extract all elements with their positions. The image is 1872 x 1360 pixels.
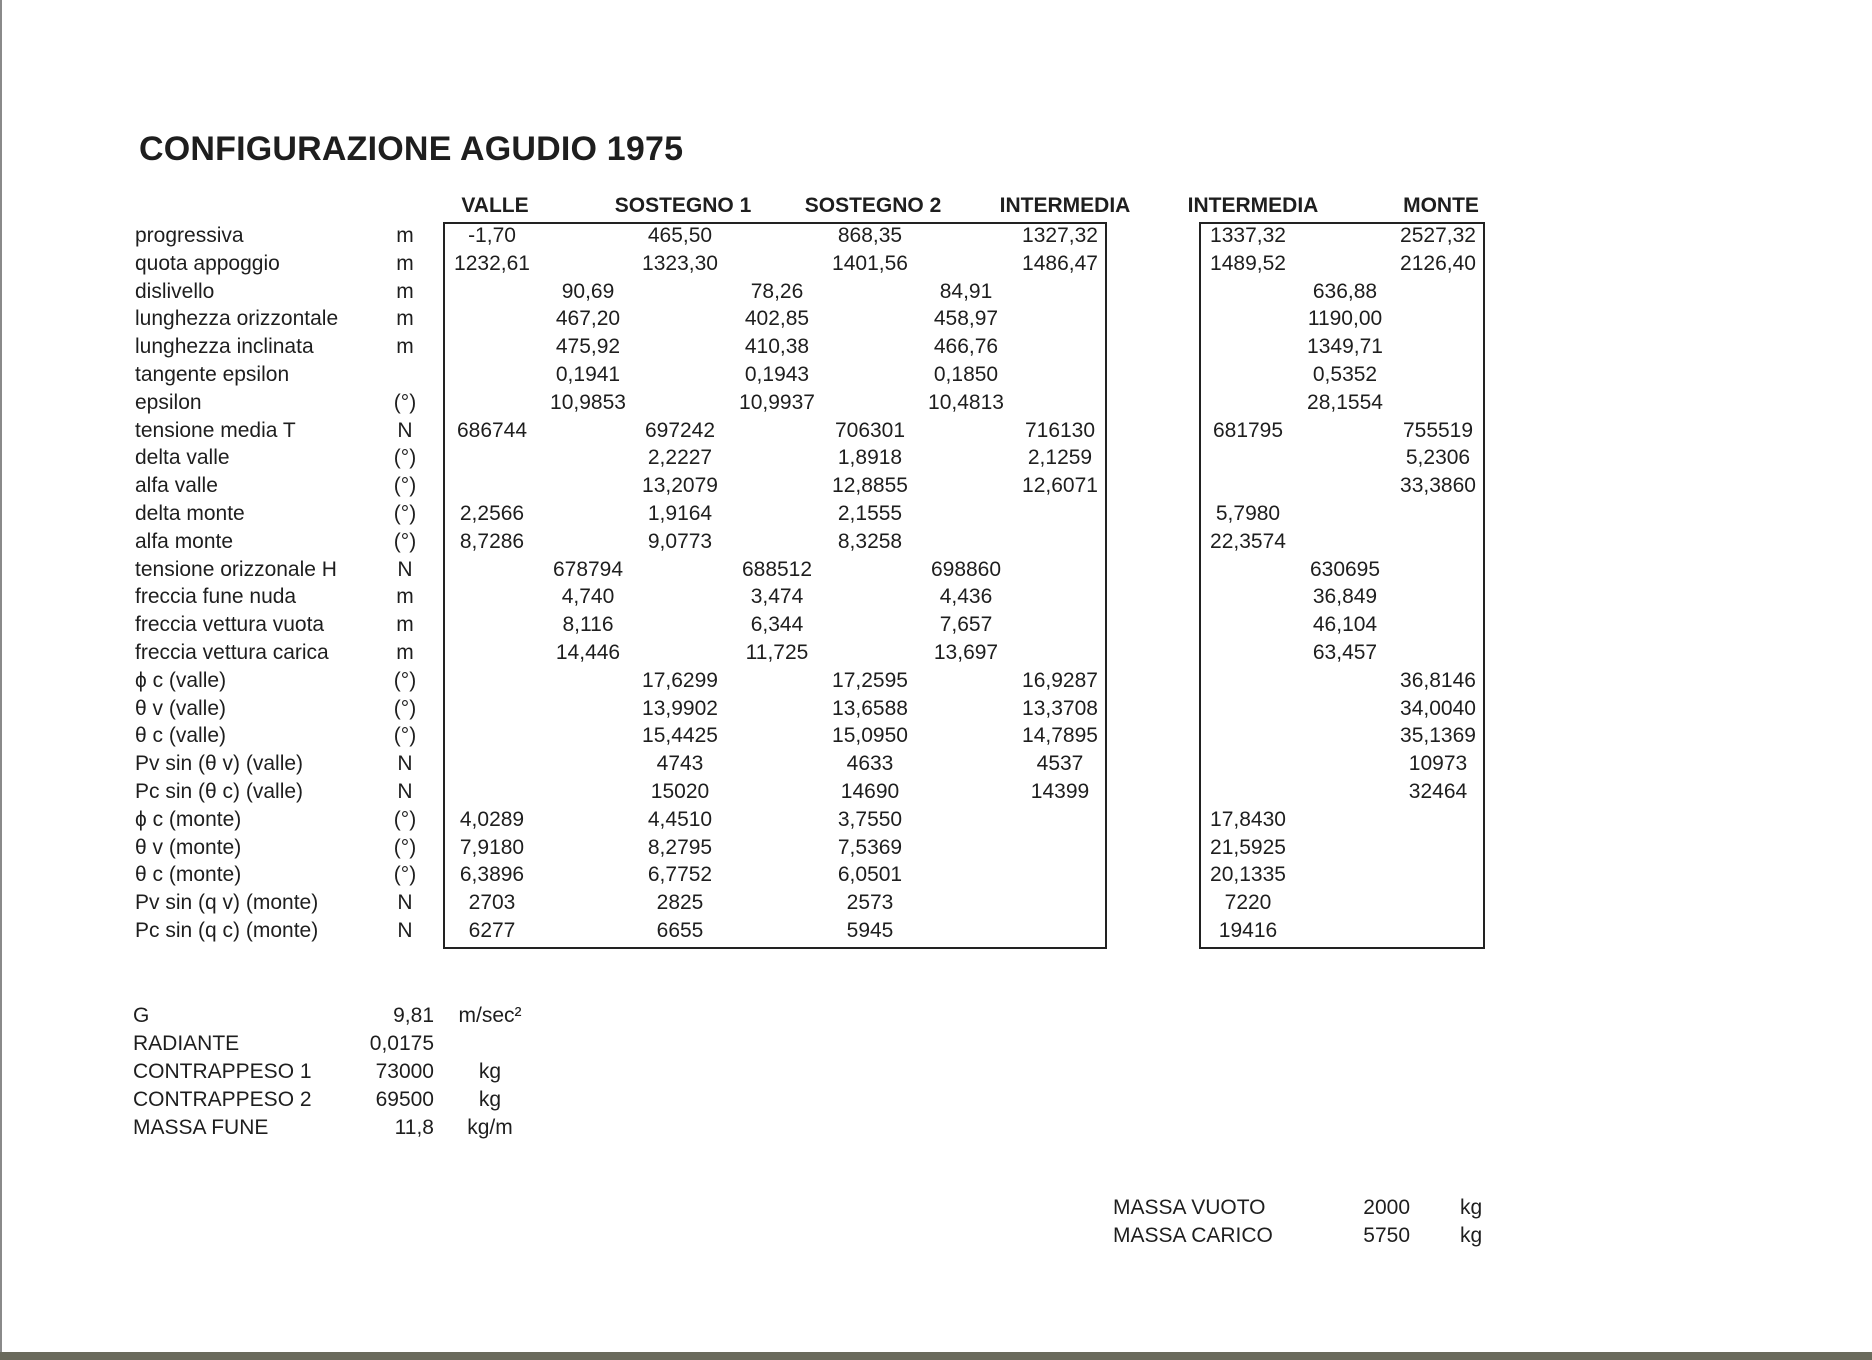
table-cell: 9,0773 xyxy=(647,529,713,553)
row-label: tensione orizzonale H xyxy=(135,557,337,581)
table-cell: 10,9853 xyxy=(550,390,626,414)
table-cell: 8,116 xyxy=(562,613,614,637)
table-row xyxy=(0,611,1872,639)
table-row xyxy=(0,695,1872,723)
table-cell: 465,50 xyxy=(647,224,713,247)
table-cell: 14,446 xyxy=(555,641,621,664)
row-unit: (°) xyxy=(393,668,417,692)
row-unit: m xyxy=(396,251,414,275)
table-cell: 1337,32 xyxy=(1210,224,1286,247)
table-row xyxy=(0,722,1872,750)
table-row xyxy=(0,778,1872,806)
table-cell: 2825 xyxy=(656,891,704,915)
column-header-valle: VALLE xyxy=(461,194,529,217)
row-label: delta valle xyxy=(135,446,230,470)
column-header-intermedia-1: INTERMEDIA xyxy=(999,194,1131,217)
table-cell: 1349,71 xyxy=(1307,335,1383,359)
constant-name: CONTRAPPESO 2 xyxy=(133,1088,312,1111)
constant-name: G xyxy=(133,1004,150,1027)
table-cell: 34,0040 xyxy=(1400,696,1476,720)
table-cell: 475,92 xyxy=(555,335,621,359)
row-label: θ c (monte) xyxy=(135,863,242,887)
table-row xyxy=(0,750,1872,778)
table-row xyxy=(0,834,1872,862)
table-cell: 716130 xyxy=(1024,418,1096,442)
constant-name: CONTRAPPESO 1 xyxy=(133,1060,312,1083)
row-label: ϕ c (monte) xyxy=(135,807,242,831)
table-row xyxy=(0,861,1872,889)
table-cell: 22,3574 xyxy=(1210,529,1286,553)
constant-value: 73000 xyxy=(375,1060,434,1083)
table-cell: 458,97 xyxy=(933,307,999,331)
table-cell: 84,91 xyxy=(939,279,993,303)
table-cell: 698860 xyxy=(930,557,1002,581)
row-label: lunghezza orizzontale xyxy=(135,307,339,331)
table-cell: 7,9180 xyxy=(459,835,525,859)
constant-name: RADIANTE xyxy=(133,1032,240,1055)
row-unit: N xyxy=(397,891,413,915)
constant-row xyxy=(0,1058,1000,1086)
table-row xyxy=(0,278,1872,306)
table-cell: 2,2566 xyxy=(459,502,525,525)
row-label: ϕ c (valle) xyxy=(135,668,227,692)
table-cell: 2703 xyxy=(468,891,516,915)
table-cell: 7,657 xyxy=(939,613,993,637)
table-row xyxy=(0,667,1872,695)
row-label: freccia fune nuda xyxy=(135,585,297,609)
table-cell: 2,2227 xyxy=(647,446,713,470)
row-label: tangente epsilon xyxy=(135,363,290,386)
table-cell: 12,6071 xyxy=(1022,474,1098,498)
table-cell: 688512 xyxy=(741,557,813,581)
row-label: freccia vettura vuota xyxy=(135,613,325,637)
table-cell: 2126,40 xyxy=(1400,251,1476,275)
constant-row xyxy=(0,1002,1000,1030)
row-label: Pc sin (q c) (monte) xyxy=(135,919,319,942)
table-cell: 1401,56 xyxy=(832,251,908,275)
table-row xyxy=(0,806,1872,834)
table-cell: 1327,32 xyxy=(1022,224,1098,247)
table-cell: 6,7752 xyxy=(647,863,713,887)
table-row xyxy=(0,222,1872,250)
table-cell: 1,8918 xyxy=(837,446,903,470)
column-header-intermedia-2: INTERMEDIA xyxy=(1187,194,1319,217)
table-cell: 36,849 xyxy=(1312,585,1378,609)
table-cell: 467,20 xyxy=(555,307,621,331)
table-cell: 20,1335 xyxy=(1210,863,1286,887)
table-cell: 28,1554 xyxy=(1307,390,1383,414)
table-cell: 0,5352 xyxy=(1312,363,1378,386)
row-unit: N xyxy=(397,919,413,942)
table-cell: 63,457 xyxy=(1312,641,1378,664)
row-label: lunghezza inclinata xyxy=(135,335,314,359)
row-label: progressiva xyxy=(135,224,244,247)
row-unit: (°) xyxy=(393,696,417,720)
table-cell: -1,70 xyxy=(468,224,516,247)
mass-value: 2000 xyxy=(1363,1196,1410,1219)
row-label: tensione media T xyxy=(135,418,296,442)
table-cell: 5,7980 xyxy=(1215,502,1281,525)
table-cell: 697242 xyxy=(644,418,716,442)
table-cell: 402,85 xyxy=(744,307,810,331)
table-cell: 10973 xyxy=(1408,752,1468,776)
row-unit: m xyxy=(396,335,414,359)
table-cell: 2,1555 xyxy=(837,502,903,525)
row-unit: N xyxy=(397,752,413,776)
row-label: Pv sin (q v) (monte) xyxy=(135,891,319,915)
table-cell: 2527,32 xyxy=(1400,224,1476,247)
table-cell: 17,6299 xyxy=(642,668,718,692)
table-cell: 3,7550 xyxy=(837,807,903,831)
row-unit: (°) xyxy=(393,474,417,498)
table-row xyxy=(0,889,1872,917)
constant-unit: kg xyxy=(478,1060,502,1083)
table-cell: 636,88 xyxy=(1312,279,1378,303)
row-unit: m xyxy=(396,641,414,664)
table-cell: 8,3258 xyxy=(837,529,903,553)
table-cell: 6655 xyxy=(656,919,704,942)
column-header-sostegno-2: SOSTEGNO 2 xyxy=(804,194,942,217)
table-cell: 2573 xyxy=(846,891,894,915)
row-unit: (°) xyxy=(393,446,417,470)
constant-unit: kg xyxy=(478,1088,502,1111)
table-cell: 755519 xyxy=(1402,418,1474,442)
table-cell: 4,4510 xyxy=(647,807,713,831)
table-cell: 14690 xyxy=(840,780,900,803)
table-cell: 1323,30 xyxy=(642,251,718,275)
table-row xyxy=(0,389,1872,417)
table-row xyxy=(0,556,1872,584)
table-cell: 78,26 xyxy=(750,279,804,303)
table-cell: 4633 xyxy=(846,752,894,776)
table-row xyxy=(0,583,1872,611)
table-cell: 15020 xyxy=(650,780,710,803)
table-row xyxy=(0,361,1872,389)
table-cell: 21,5925 xyxy=(1210,835,1286,859)
table-cell: 15,0950 xyxy=(832,724,908,748)
table-cell: 13,2079 xyxy=(642,474,718,498)
table-cell: 0,1850 xyxy=(933,363,999,386)
table-cell: 1190,00 xyxy=(1307,307,1383,331)
table-cell: 16,9287 xyxy=(1022,668,1098,692)
constant-value: 9,81 xyxy=(393,1004,434,1027)
row-unit: (°) xyxy=(393,390,417,414)
table-cell: 13,6588 xyxy=(832,696,908,720)
row-unit: m xyxy=(396,224,414,247)
constant-unit: m/sec² xyxy=(458,1004,522,1027)
table-cell: 868,35 xyxy=(837,224,903,247)
row-unit: (°) xyxy=(393,835,417,859)
row-unit: m xyxy=(396,279,414,303)
row-label: Pv sin (θ v) (valle) xyxy=(135,752,304,776)
table-cell: 681795 xyxy=(1212,418,1284,442)
table-cell: 8,2795 xyxy=(647,835,713,859)
table-row xyxy=(0,639,1872,667)
row-label: θ v (monte) xyxy=(135,835,242,859)
table-cell: 706301 xyxy=(834,418,906,442)
table-cell: 686744 xyxy=(456,418,528,442)
table-cell: 14,7895 xyxy=(1022,724,1098,748)
table-cell: 0,1943 xyxy=(744,363,810,386)
table-cell: 1486,47 xyxy=(1022,251,1098,275)
mass-unit: kg xyxy=(1460,1196,1483,1219)
row-unit: (°) xyxy=(393,502,417,525)
table-row xyxy=(0,528,1872,556)
row-label: alfa monte xyxy=(135,529,234,553)
table-cell: 14399 xyxy=(1030,780,1090,803)
row-label: θ c (valle) xyxy=(135,724,227,748)
constant-row xyxy=(0,1086,1000,1114)
table-cell: 33,3860 xyxy=(1400,474,1476,498)
row-unit: (°) xyxy=(393,863,417,887)
mass-row xyxy=(0,1222,1872,1250)
table-cell: 13,697 xyxy=(933,641,999,664)
table-cell: 17,8430 xyxy=(1210,807,1286,831)
row-label: quota appoggio xyxy=(135,251,280,275)
constant-row xyxy=(0,1030,1000,1058)
table-cell: 8,7286 xyxy=(459,529,525,553)
row-unit: (°) xyxy=(393,529,417,553)
scan-edge xyxy=(0,1352,1872,1360)
table-cell: 15,4425 xyxy=(642,724,718,748)
row-unit: m xyxy=(396,585,414,609)
table-cell: 35,1369 xyxy=(1400,724,1476,748)
constant-row xyxy=(0,1114,1000,1142)
row-unit: m xyxy=(396,307,414,331)
table-cell: 678794 xyxy=(552,557,624,581)
column-header-monte: MONTE xyxy=(1403,194,1479,217)
row-label: Pc sin (θ c) (valle) xyxy=(135,780,304,803)
table-cell: 630695 xyxy=(1309,557,1381,581)
page-title: CONFIGURAZIONE AGUDIO 1975 xyxy=(139,130,684,168)
row-unit: (°) xyxy=(393,807,417,831)
table-cell: 7220 xyxy=(1224,891,1272,915)
constant-value: 0,0175 xyxy=(369,1032,434,1055)
table-cell: 4,740 xyxy=(561,585,615,609)
constant-unit: kg/m xyxy=(467,1116,513,1139)
mass-unit: kg xyxy=(1460,1224,1483,1247)
row-unit: N xyxy=(397,557,413,581)
row-label: θ v (valle) xyxy=(135,696,227,720)
table-cell: 10,9937 xyxy=(739,390,815,414)
table-cell: 5945 xyxy=(846,919,894,942)
table-cell: 6,344 xyxy=(750,613,804,637)
table-cell: 36,8146 xyxy=(1400,668,1476,692)
table-row xyxy=(0,250,1872,278)
table-cell: 3,474 xyxy=(750,585,804,609)
table-row xyxy=(0,500,1872,528)
table-row xyxy=(0,917,1872,945)
table-row xyxy=(0,417,1872,445)
row-label: alfa valle xyxy=(135,474,218,498)
table-cell: 0,1941 xyxy=(555,363,621,386)
table-cell: 13,3708 xyxy=(1022,696,1098,720)
table-cell: 19416 xyxy=(1218,919,1278,942)
table-cell: 1489,52 xyxy=(1210,251,1286,275)
table-cell: 7,5369 xyxy=(837,835,903,859)
constant-value: 11,8 xyxy=(394,1116,434,1139)
table-cell: 90,69 xyxy=(561,279,615,303)
table-cell: 4743 xyxy=(656,752,704,776)
table-cell: 32464 xyxy=(1408,780,1468,803)
row-label: epsilon xyxy=(135,390,202,414)
table-row xyxy=(0,472,1872,500)
table-cell: 4,436 xyxy=(939,585,993,609)
mass-name: MASSA CARICO xyxy=(1113,1224,1273,1247)
mass-value: 5750 xyxy=(1363,1224,1410,1247)
row-label: delta monte xyxy=(135,502,245,525)
table-row xyxy=(0,305,1872,333)
table-cell: 46,104 xyxy=(1312,613,1378,637)
constant-value: 69500 xyxy=(375,1088,434,1111)
table-cell: 5,2306 xyxy=(1405,446,1471,470)
table-cell: 410,38 xyxy=(744,335,810,359)
table-cell: 13,9902 xyxy=(642,696,718,720)
mass-name: MASSA VUOTO xyxy=(1113,1196,1266,1219)
table-cell: 6,3896 xyxy=(459,863,525,887)
table-cell: 12,8855 xyxy=(832,474,908,498)
table-cell: 17,2595 xyxy=(832,668,908,692)
row-label: dislivello xyxy=(135,279,215,303)
row-unit: N xyxy=(397,780,413,803)
table-cell: 2,1259 xyxy=(1027,446,1093,470)
column-header-sostegno-1: SOSTEGNO 1 xyxy=(614,194,752,217)
row-label: freccia vettura carica xyxy=(135,641,329,664)
table-cell: 11,725 xyxy=(745,641,809,664)
table-cell: 4537 xyxy=(1036,752,1084,776)
table-cell: 6,0501 xyxy=(837,863,903,887)
table-cell: 466,76 xyxy=(933,335,999,359)
constant-name: MASSA FUNE xyxy=(133,1116,269,1139)
table-cell: 4,0289 xyxy=(459,807,525,831)
table-cell: 1,9164 xyxy=(647,502,713,525)
table-cell: 6277 xyxy=(468,919,516,942)
table-cell: 1232,61 xyxy=(454,251,530,275)
mass-row xyxy=(0,1194,1872,1222)
table-cell: 10,4813 xyxy=(928,390,1004,414)
table-row xyxy=(0,444,1872,472)
row-unit: m xyxy=(396,613,414,637)
table-row xyxy=(0,333,1872,361)
row-unit: N xyxy=(397,418,413,442)
row-unit: (°) xyxy=(393,724,417,748)
